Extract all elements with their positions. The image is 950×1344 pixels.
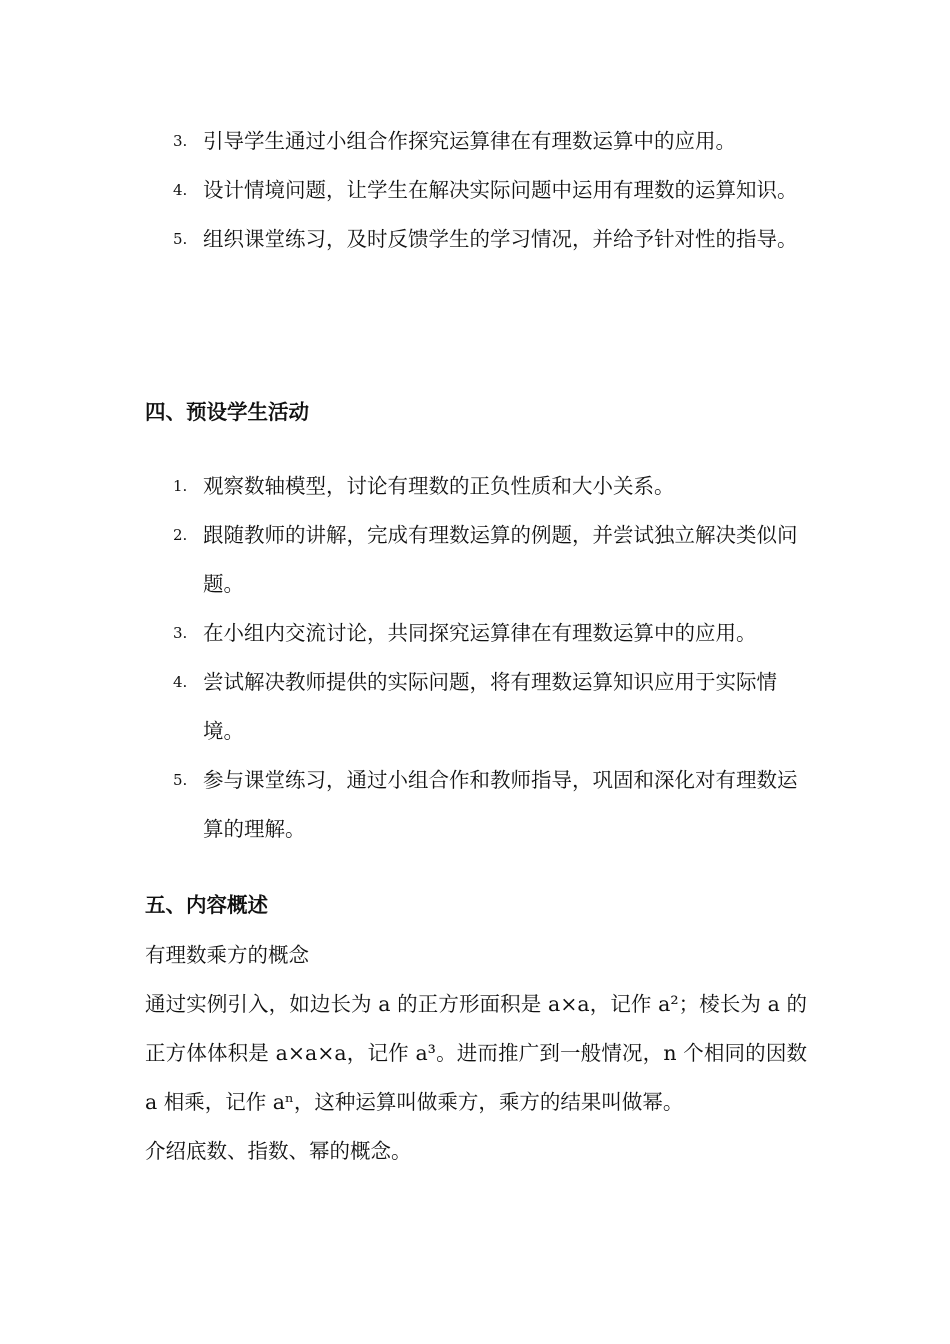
section-four-list xyxy=(145,462,807,854)
section-four-title: 四、预设学生活动 xyxy=(145,400,309,424)
list-item-text: 在小组内交流讨论，共同探究运算律在有理数运算中的应用。 xyxy=(203,621,757,645)
list-item-text: 跟随教师的讲解，完成有理数运算的例题，并尝试独立解决类似问题。 xyxy=(203,523,798,596)
list-item-number: 2. xyxy=(173,526,188,544)
list-item xyxy=(145,166,807,215)
list-item-text: 观察数轴模型，讨论有理数的正负性质和大小关系。 xyxy=(203,474,675,498)
section-three-list-container xyxy=(145,117,807,264)
list-item-text: 参与课堂练习，通过小组合作和教师指导，巩固和深化对有理数运算的理解。 xyxy=(203,768,798,841)
list-item xyxy=(145,462,807,511)
list-item xyxy=(145,511,807,609)
list-item xyxy=(145,658,807,756)
section-five-title: 五、内容概述 xyxy=(145,893,268,917)
list-item-text: 设计情境问题，让学生在解决实际问题中运用有理数的运算知识。 xyxy=(203,178,798,202)
list-item xyxy=(145,609,807,658)
list-item-text: 引导学生通过小组合作探究运算律在有理数运算中的应用。 xyxy=(203,129,736,153)
list-item-text: 组织课堂练习，及时反馈学生的学习情况，并给予针对性的指导。 xyxy=(203,227,798,251)
section-five-body xyxy=(145,931,807,1176)
list-item-number: 4. xyxy=(173,181,188,199)
list-item xyxy=(145,756,807,854)
section-five-subtitle: 有理数乘方的概念 xyxy=(145,943,309,967)
list-item-number: 4. xyxy=(173,673,188,691)
section-five-paragraph: 通过实例引入，如边长为 a 的正方形面积是 a×a，记作 a²；棱长为 a 的正方体体积是 a×a×a，记作 a³。进而推广到一般情况，n 个相同的因数 a 相乘，记作 aⁿ，这种运算叫做乘方，乘方的结果叫做幂。 xyxy=(145,992,807,1114)
section-five-closing: 介绍底数、指数、幂的概念。 xyxy=(145,1139,412,1163)
list-item-number: 5. xyxy=(173,230,188,248)
list-item xyxy=(145,215,807,264)
list-item-number: 3. xyxy=(173,624,188,642)
list-item-text: 尝试解决教师提供的实际问题，将有理数运算知识应用于实际情境。 xyxy=(203,670,777,743)
list-item-number: 5. xyxy=(173,771,188,789)
section-four-list-container xyxy=(145,462,807,854)
list-item-number: 3. xyxy=(173,132,188,150)
list-item-number: 1. xyxy=(173,477,188,495)
list-item xyxy=(145,117,807,166)
section-three-list xyxy=(145,117,807,264)
